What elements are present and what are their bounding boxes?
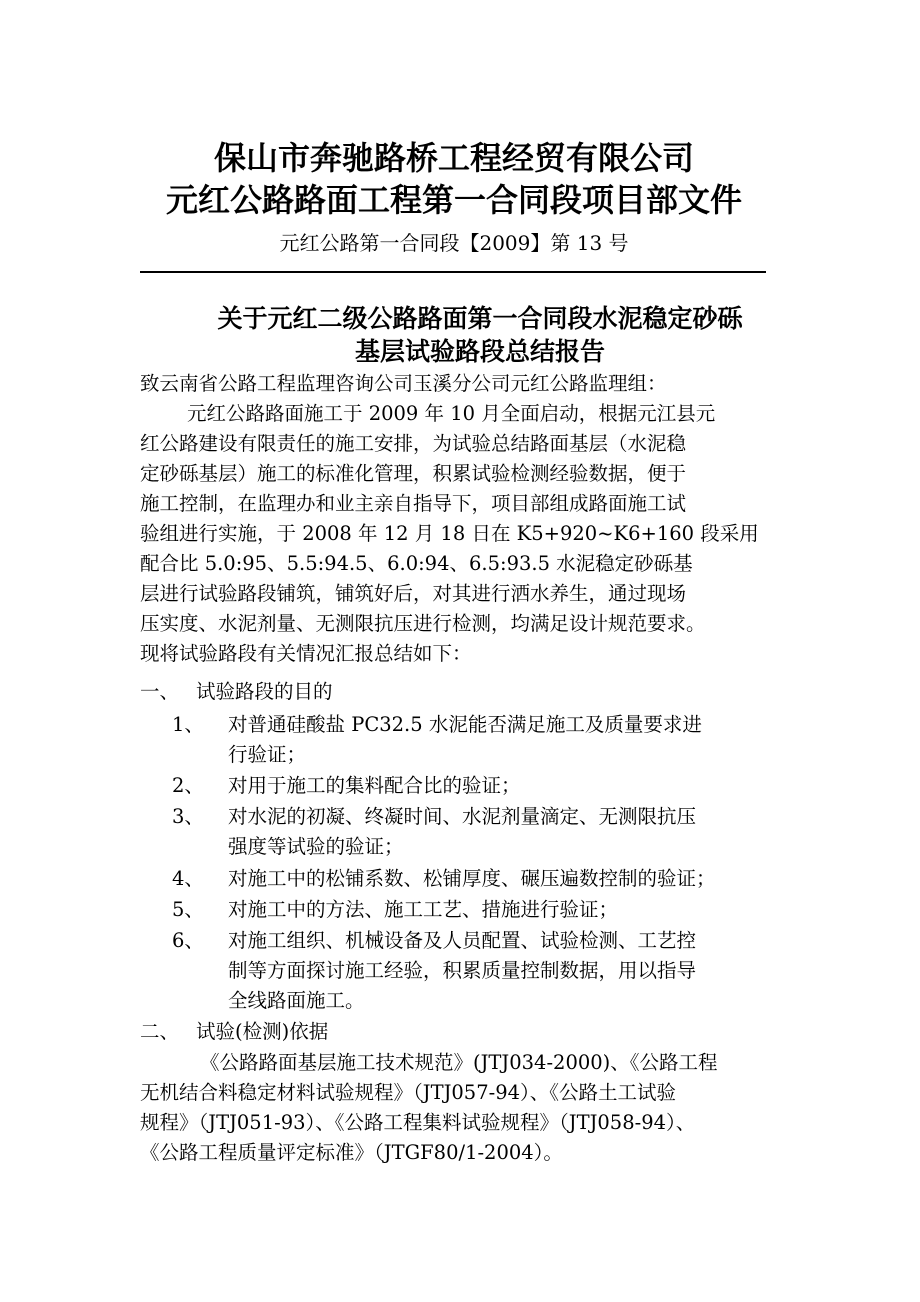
intro-line: 施工控制，在监理办和业主亲自指导下，项目部组成路面施工试: [140, 492, 687, 515]
basis-line: 《公路工程质量评定标准》（JTGF80/1-2004）。: [140, 1141, 563, 1164]
item-3-line: 强度等试验的验证；: [228, 835, 404, 858]
intro-line: 现将试验路段有关情况汇报总结如下：: [140, 642, 472, 665]
item-1-number: 1、: [172, 713, 204, 736]
item-6-line: 全线路面施工。: [228, 989, 365, 1012]
basis-line: 无机结合料稳定材料试验规程》（JTJ057-94）、《公路土工试验: [140, 1081, 677, 1104]
item-3-line: 对水泥的初凝、终凝时间、水泥剂量滴定、无测限抗压: [228, 805, 697, 828]
item-2-number: 2、: [172, 774, 204, 797]
item-6-number: 6、: [172, 929, 204, 952]
document-number: 元红公路第一合同段【2009】第 13 号: [279, 231, 629, 255]
item-5-number: 5、: [172, 898, 204, 921]
item-2-line: 对用于施工的集料配合比的验证；: [228, 774, 521, 797]
section-2-heading: 试验(检测)依据: [196, 1020, 329, 1043]
item-4-line: 对施工中的松铺系数、松铺厚度、碾压遍数控制的验证；: [228, 867, 716, 890]
report-title-line-2: 基层试验路段总结报告: [354, 337, 605, 366]
intro-line: 红公路建设有限责任的施工安排，为试验总结路面基层（水泥稳: [140, 432, 687, 455]
company-name: 保山市奔驰路桥工程经贸有限公司: [213, 139, 694, 177]
item-3-number: 3、: [172, 805, 204, 828]
basis-line: 规程》（JTJ051-93）、《公路工程集料试验规程》（JTJ058-94）、: [140, 1111, 696, 1134]
intro-line: 元红公路路面施工于 2009 年 10 月全面启动，根据元江县元: [187, 402, 716, 425]
report-title-line-1: 关于元红二级公路路面第一合同段水泥稳定砂砾: [217, 304, 743, 333]
intro-line: 压实度、水泥剂量、无测限抗压进行检测，均满足设计规范要求。: [140, 612, 706, 635]
intro-line: 配合比 5.0:95、5.5:94.5、6.0:94、6.5:93.5 水泥稳定砂砾基: [140, 552, 693, 575]
addressee: 致云南省公路工程监理咨询公司玉溪分公司元红公路监理组：: [140, 372, 667, 395]
item-6-line: 对施工组织、机械设备及人员配置、试验检测、工艺控: [228, 929, 697, 952]
section-2-number: 二、: [140, 1020, 180, 1043]
item-5-line: 对施工中的方法、施工工艺、措施进行验证；: [228, 898, 619, 921]
header-rule: [140, 271, 766, 273]
intro-line: 定砂砾基层）施工的标准化管理，积累试验检测经验数据，便于: [140, 462, 687, 485]
item-4-number: 4、: [172, 867, 204, 890]
section-1-heading: 试验路段的目的: [196, 680, 333, 703]
department-name: 元红公路路面工程第一合同段项目部文件: [165, 181, 742, 219]
item-1-line: 对普通硅酸盐 PC32.5 水泥能否满足施工及质量要求进: [228, 713, 702, 736]
intro-line: 验组进行实施，于 2008 年 12 月 18 日在 K5+920~K6+160 段采用: [140, 522, 759, 545]
intro-line: 层进行试验路段铺筑，铺筑好后，对其进行洒水养生，通过现场: [140, 582, 687, 605]
item-6-line: 制等方面探讨施工经验，积累质量控制数据，用以指导: [228, 959, 697, 982]
item-1-line: 行验证；: [228, 743, 307, 766]
section-1-number: 一、: [140, 680, 180, 703]
basis-line: 《公路路面基层施工技术规范》(JTJ034-2000)、《公路工程: [200, 1051, 718, 1074]
